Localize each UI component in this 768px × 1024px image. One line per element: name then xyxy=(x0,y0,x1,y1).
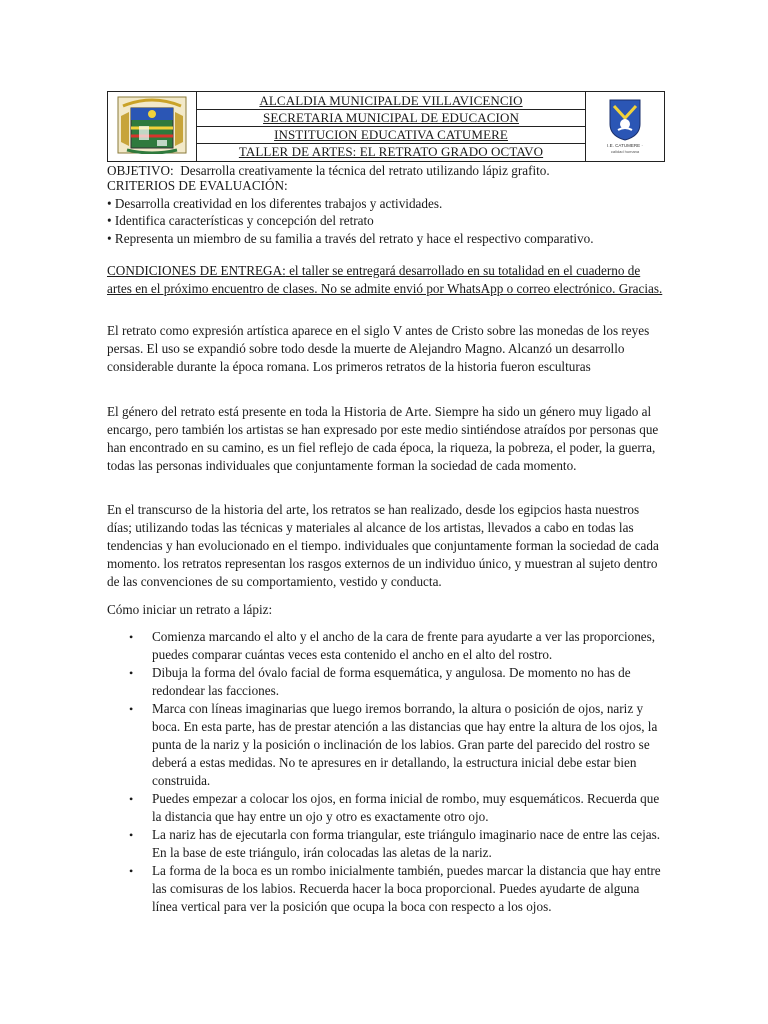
bullet-icon: • xyxy=(129,702,134,716)
paragraph-1: El retrato como expresión artística aparece en el siglo V antes de Cristo sobre las monedas de los reyes persas. El uso se expandió sobre todo desde la muerte de Alejandro Magno. Alcanzó un desarrollo considerable durante la época romana. Los primeros retratos de la historia fueron esculturas xyxy=(107,323,650,374)
objective-label: OBJETIVO: xyxy=(107,163,174,178)
steps-list xyxy=(107,628,667,916)
crest-caption: I.E. CATUMERE · xyxy=(607,143,643,148)
conditions-label: CONDICIONES DE ENTREGA: xyxy=(107,263,286,278)
bullet-icon: • xyxy=(129,828,134,842)
coat-of-arms-icon xyxy=(117,96,187,154)
conditions-text: el taller se entregará desarrollado en su totalidad en el cuaderno de artes en el próximo encuentro de clases. No se admite envió por WhatsApp o correo electrónico. Gracias. xyxy=(107,263,663,296)
list-item: • Comienza marcando el alto y el ancho de la cara de frente para ayudarte a ver las proporciones, puedes comparar cuántas veces esta contenido el ancho en el alto del rostro. xyxy=(129,629,656,662)
header-logo-right-cell xyxy=(585,92,664,161)
header-line-4: TALLER DE ARTES: EL RETRATO GRADO OCTAVO xyxy=(238,144,544,159)
crest-caption-2: calidad humana xyxy=(610,149,640,154)
header-line-2: SECRETARIA MUNICIPAL DE EDUCACION xyxy=(196,109,586,127)
header-line-1: ALCALDIA MUNICIPALDE VILLAVICENCIO xyxy=(196,92,586,110)
list-item: • Marca con líneas imaginarias que luego iremos borrando, la altura o posición de ojos, nariz y boca. En esta parte, has de prestar atención a las distancias que hay entre la altura de los ojos, la punta de la nariz y la posición o inclinación de los labios. Gran parte del parecido del rostro se deberá a estas medidas. No te apresures en ir detallando, la estructura inicial debe estar bien construida. xyxy=(129,701,658,788)
header-title-block xyxy=(196,92,586,161)
school-crest-icon xyxy=(594,96,656,156)
bullet-icon: • xyxy=(129,666,134,680)
criteria-item: • Identifica características y concepción del retrato xyxy=(107,213,374,228)
criteria-item: • Desarrolla creatividad en los diferentes trabajos y actividades. xyxy=(107,195,443,211)
criteria-title: CRITERIOS DE EVALUACIÓN: xyxy=(107,178,288,193)
paragraph-2: El género del retrato está presente en toda la Historia de Arte. Siempre ha sido un género muy ligado al encargo, pero también los artistas se han expresado por este medio sintiéndose atraídos por personas que han encontrado en su camino, es un fiel reflejo de cada época, la riqueza, la pobreza, el poder, la guerra, todas las personas individuales que conjuntamente forman la sociedad de cada momento. xyxy=(107,404,659,473)
bullet-icon: • xyxy=(129,630,134,644)
paragraph-3: En el transcurso de la historia del arte, los retratos se han realizado, desde los egipcios hasta nuestros días; utilizando todas las técnicas y materiales al alcance de los artistas, llevados a cabo en todas las tendencias y han evolucionado en el tiempo. individuales que conjuntamente forman la sociedad de cada momento. los retratos representan los rasgos externos de un individuo único, y muestran al sujeto dentro de las convenciones de su comportamiento, vestido y conducta. xyxy=(107,502,659,589)
header-logo-left-cell xyxy=(108,92,197,161)
how-to-title: Cómo iniciar un retrato a lápiz: xyxy=(107,602,273,617)
objective-text: Desarrolla creativamente la técnica del retrato utilizando lápiz grafito. xyxy=(180,163,550,178)
bullet-icon: • xyxy=(129,864,134,878)
bullet-icon: • xyxy=(129,792,134,806)
list-item: • La forma de la boca es un rombo inicialmente también, puedes marcar la distancia que hay entre las comisuras de los labios. Recuerda hacer la boca proporcional. Puedes ayudarte de alguna línea vertical para ver la posición que ocupa la boca con respecto a los ojos. xyxy=(129,863,661,914)
list-item: • La nariz has de ejecutarla con forma triangular, este triángulo imaginario nace de entre las cejas. En la base de este triángulo, irán colocadas las aletas de la nariz. xyxy=(129,827,661,860)
header-line-3: INSTITUCION EDUCATIVA CATUMERE xyxy=(196,126,586,144)
list-item: • Puedes empezar a colocar los ojos, en forma inicial de rombo, muy esquemáticos. Recuerda que la distancia que hay entre un ojo y otro es exactamente otro ojo. xyxy=(129,791,660,824)
header-table xyxy=(107,91,665,162)
criteria-item: • Representa un miembro de su familia a través del retrato y hace el respectivo comparativo. xyxy=(107,230,594,246)
list-item: • Dibuja la forma del óvalo facial de forma esquemática, y angulosa. De momento no has de redondear las facciones. xyxy=(129,665,631,698)
delivery-conditions xyxy=(107,262,663,298)
criteria xyxy=(107,177,663,247)
